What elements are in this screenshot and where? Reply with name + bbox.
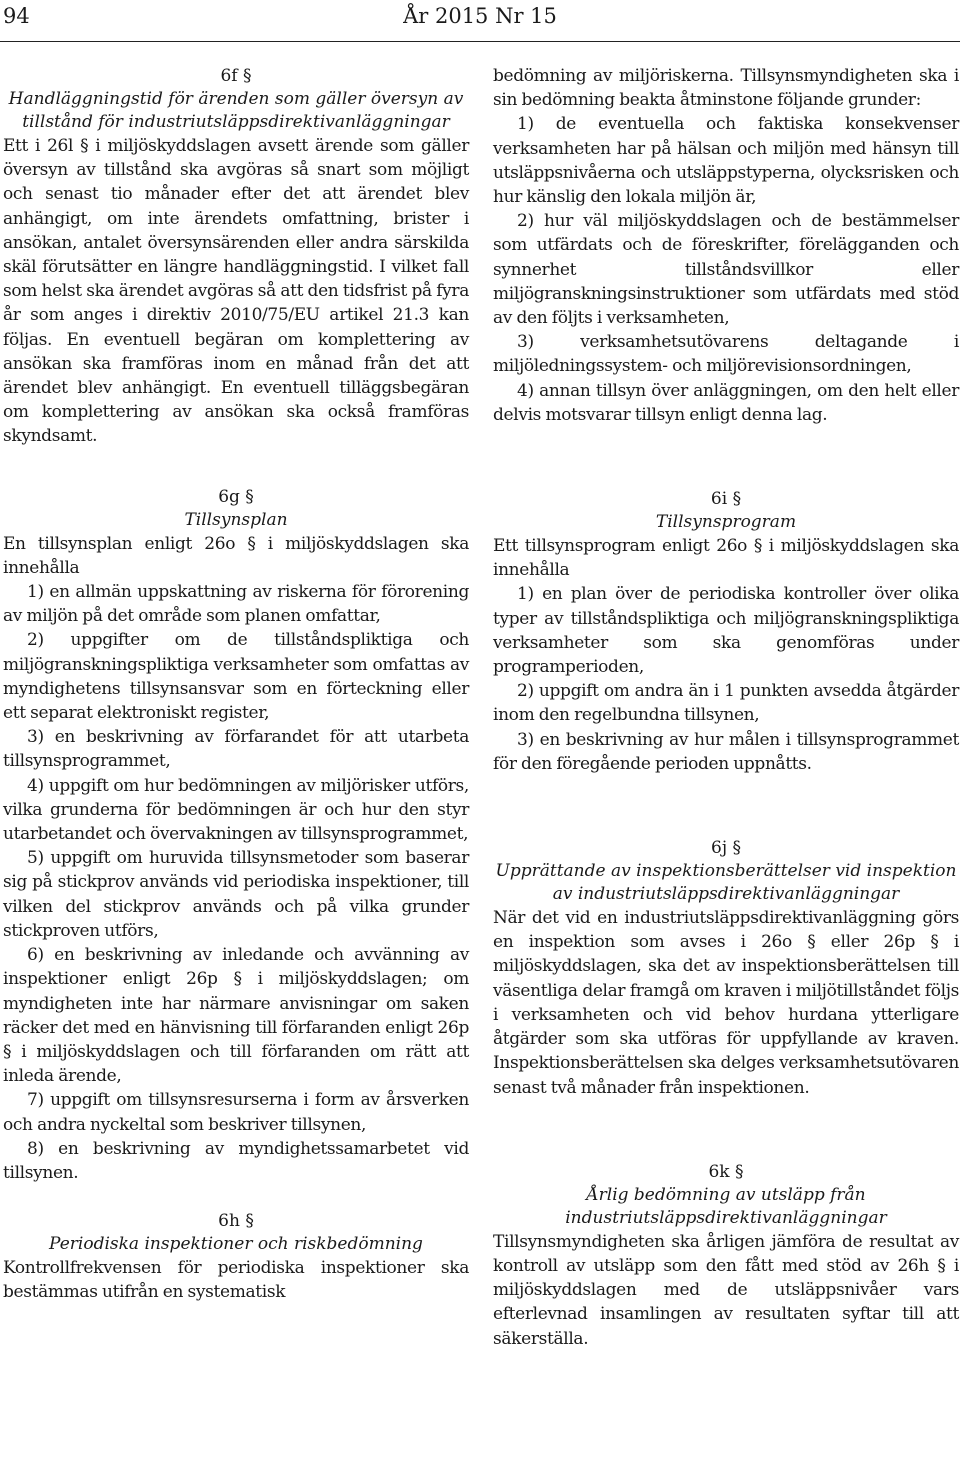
section-title: Upprättande av inspektionsberättelser vid inspektion av industriutsläppsdirektivanläggningar xyxy=(495,861,957,905)
list-item: 5) uppgift om huruvida tillsynsmetoder som baserar sig på stickprov används vid periodiska inspektioner, till vilken del stickprov används och på vilka grunder stickproven utförs, xyxy=(3,848,469,941)
right-column xyxy=(493,64,959,1351)
section-body: När det vid en industriutsläppsdirektivanläggning görs en inspektion som avses i 26o § eller 26p § i miljöskyddslagen, ska det av inspektionsberättelsen till väsentliga delar framgå om kraven i miljötillståndet följs i verksamheten och vid behov hurdana ytterligare åtgärder som ska utföras för uppfyllande av kraven. Inspektionsberättelsen ska delges verksamhetsutövaren senast två månader från inspektionen. xyxy=(493,908,959,1098)
section-body: Kontrollfrekvensen för periodiska inspektioner ska bestämmas utifrån en systematisk xyxy=(3,1258,469,1303)
section-number: 6f § xyxy=(220,66,252,86)
left-column xyxy=(3,64,469,1305)
list-item: 3) verksamhetsutövarens deltagande i miljöledningssystem- och miljörevisionsordningen, xyxy=(493,332,959,377)
list-item: 2) uppgifter om de tillståndspliktiga och miljögranskningspliktiga verksamheter som omfattas av myndighetens tillsynsansvar som en förteckning eller ett separat elektroniskt register, xyxy=(3,630,469,724)
list-item: 7) uppgift om tillsynsresurserna i form av årsverken och andra nyckeltal som beskriver tillsynen, xyxy=(3,1090,469,1135)
publication-heading: År 2015 Nr 15 xyxy=(403,4,557,28)
section-6g xyxy=(3,485,469,1185)
section-number: 6k § xyxy=(708,1161,744,1182)
list-item: 6) en beskrivning av inledande och avvänning av inspektioner enligt 26p § i miljöskyddslagen; om myndigheten inte har närmare anvisningar om saken räcker det med en hänvisning till förfaranden enligt 26p § i miljöskyddslagen och till förfaranden om rätt att inleda ärende, xyxy=(3,945,469,1087)
section-number: 6j § xyxy=(711,838,741,859)
section-intro: Ett tillsynsprogram enligt 26o § i miljöskyddslagen ska innehålla xyxy=(493,536,959,581)
list-item: 4) uppgift om hur bedömningen av miljörisker utförs, vilka grunderna för bedömningen är och hur den styr utarbetandet och övervakningen av tillsynsprogrammet, xyxy=(3,775,469,845)
section-6i xyxy=(493,487,959,776)
list-item: 3) en beskrivning av förfarandet för att utarbeta tillsynsprogrammet, xyxy=(3,727,469,772)
section-title: Tillsynsprogram xyxy=(655,512,797,533)
list-item: 8) en beskrivning av myndighetssamarbetet vid tillsynen. xyxy=(3,1138,469,1183)
list-item: 1) en allmän uppskattning av riskerna för förorening av miljön på det område som planen omfattar, xyxy=(3,582,469,627)
header-rule xyxy=(0,41,960,42)
section-body: Ett i 26l § i miljöskyddslagen avsett ärende som gäller översyn av tillstånd ska avgöras så snart som möjligt och senast tio månader efter det att ärendet blev anhängigt, om inte ärendets omfattning, brister i ansökan, antalet översynsärenden eller andra särskilda skäl förutsätter en längre handläggningstid. I vilket fall som helst ska ärendet avgöras så att den tidsfrist på fyra år som anges i direktiv 2010/75/EU artikel 21.3 kan följas. En eventuell begäran om komplettering av ansökan ska framföras inom en månad från det att ärendet blev anhängigt. En eventuell tilläggsbegäran om komplettering av ansökan ska också framföras skyndsamt. xyxy=(3,136,469,447)
section-body: Tillsynsmyndigheten ska årligen jämföra de resultat av kontroll av utsläpp som den fått med stöd av 26h § i miljöskyddslagen med de utsläppsnivåer vars efterlevnad insamlingen av resultaten syftar till att säkerställa. xyxy=(493,1231,959,1349)
section-number: 6g § xyxy=(218,486,254,507)
list-item: 2) hur väl miljöskyddslagen och de bestämmelser som utfärdats och de föreskrifter, förelägganden och synnerhet tillståndsvillkor eller miljögranskningsinstruktioner som utfärdats med stöd av den följts i verksamheten, xyxy=(493,211,959,329)
section-title: Periodiska inspektioner och riskbedömning xyxy=(49,1234,423,1255)
page-number: 94 xyxy=(3,4,30,28)
section-title: Handläggningstid för ärenden som gäller översyn av tillstånd för industriutsläppsdirektivanläggningar xyxy=(8,89,464,132)
list-item: 1) en plan över de periodiska kontroller över olika typer av tillståndspliktiga och miljögranskningspliktiga verksamheter som ska genomföras under programperioden, xyxy=(493,584,959,678)
section-6k xyxy=(493,1160,959,1351)
section-6h xyxy=(3,1209,469,1304)
section-6f xyxy=(3,64,469,449)
section-6j xyxy=(493,836,959,1100)
list-item: 3) en beskrivning av hur målen i tillsynsprogrammet för den föregående perioden uppnåtts. xyxy=(493,729,959,774)
list-item: 2) uppgift om andra än i 1 punkten avsedda åtgärder inom den regelbundna tillsynen, xyxy=(493,681,959,726)
section-6h-continuation xyxy=(493,64,959,427)
section-title: Årlig bedömning av utsläpp från industriutsläppsdirektivanläggningar xyxy=(565,1184,887,1228)
list-item: 1) de eventuella och faktiska konsekvenser verksamheten har på hälsan och miljön med hänsyn till utsläppsnivåerna och utsläppstyperna, olycksrisken och hur känslig den lokala miljön är, xyxy=(493,114,959,208)
section-number: 6h § xyxy=(218,1211,254,1232)
section-body: bedömning av miljöriskerna. Tillsynsmyndigheten ska i sin bedömning beakta åtminstone följande grunder: xyxy=(493,66,959,111)
section-intro: En tillsynsplan enligt 26o § i miljöskyddslagen ska innehålla xyxy=(3,533,469,578)
list-item: 4) annan tillsyn över anläggningen, om den helt eller delvis motsvarar tillsyn enligt denna lag. xyxy=(493,380,959,425)
section-title: Tillsynsplan xyxy=(184,509,288,530)
section-number: 6i § xyxy=(710,489,742,510)
page-header xyxy=(0,0,960,40)
